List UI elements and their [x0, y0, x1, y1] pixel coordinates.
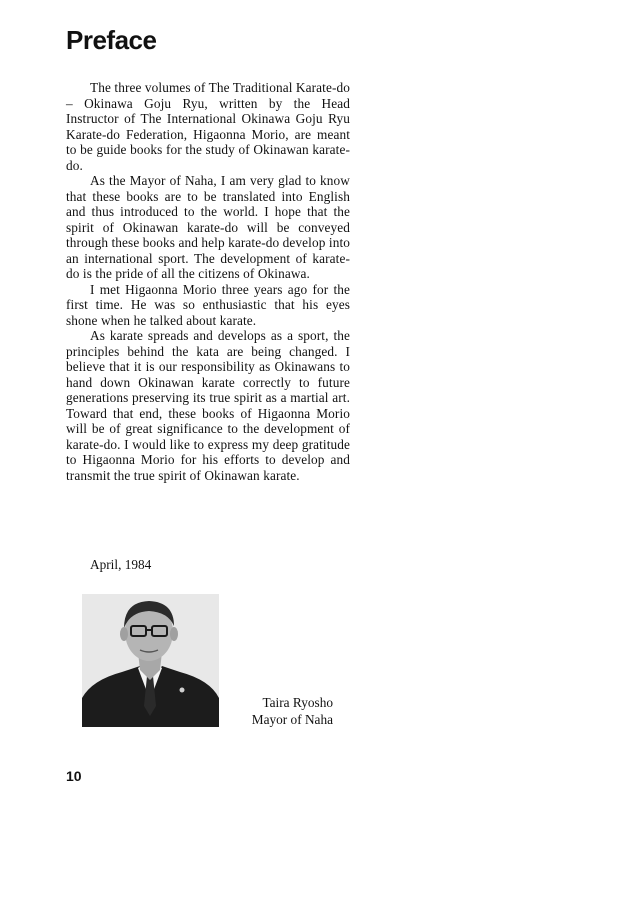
- page-title: Preface: [66, 25, 157, 55]
- signature-block: [238, 694, 333, 728]
- signature-name: Taira Ryosho: [262, 695, 333, 710]
- date-line: April, 1984: [90, 557, 152, 572]
- paragraph-1: The three volumes of The Traditional Karate-do – Okinawa Goju Ryu, written by the Head Instructor of The International Okinawa Goju Ryu Karate-do Federation, Higaonna Morio, are meant to be guide books for the study of Okinawan karate-do.: [66, 80, 350, 173]
- preface-body: [66, 80, 350, 483]
- author-portrait: [82, 594, 219, 727]
- page-number: 10: [66, 768, 82, 784]
- paragraph-3: I met Higaonna Morio three years ago for the first time. He was so enthusiastic that his eyes shone when he talked about karate.: [66, 281, 350, 328]
- paragraph-2: As the Mayor of Naha, I am very glad to know that these books are to be translated into English and thus introduced to the world. I hope that the spirit of Okinawan karate-do will be conveyed through these books and help karate-do develop into an international sport. The development of karate-do is the pride of all the citizens of Okinawa.: [66, 173, 350, 281]
- paragraph-4: As karate spreads and develops as a sport, the principles behind the kata are being changed. I believe that it is our responsibility as Okinawans to hand down Okinawan karate correctly to future generations preserving its true spirit as a martial art. Toward that end, these books of Higaonna Morio will be of great significance to the development of karate-do. I would like to express my deep gratitude to Higaonna Morio for his efforts to develop and transmit the true spirit of Okinawan karate.: [66, 328, 350, 483]
- signature-role: Mayor of Naha: [251, 712, 333, 727]
